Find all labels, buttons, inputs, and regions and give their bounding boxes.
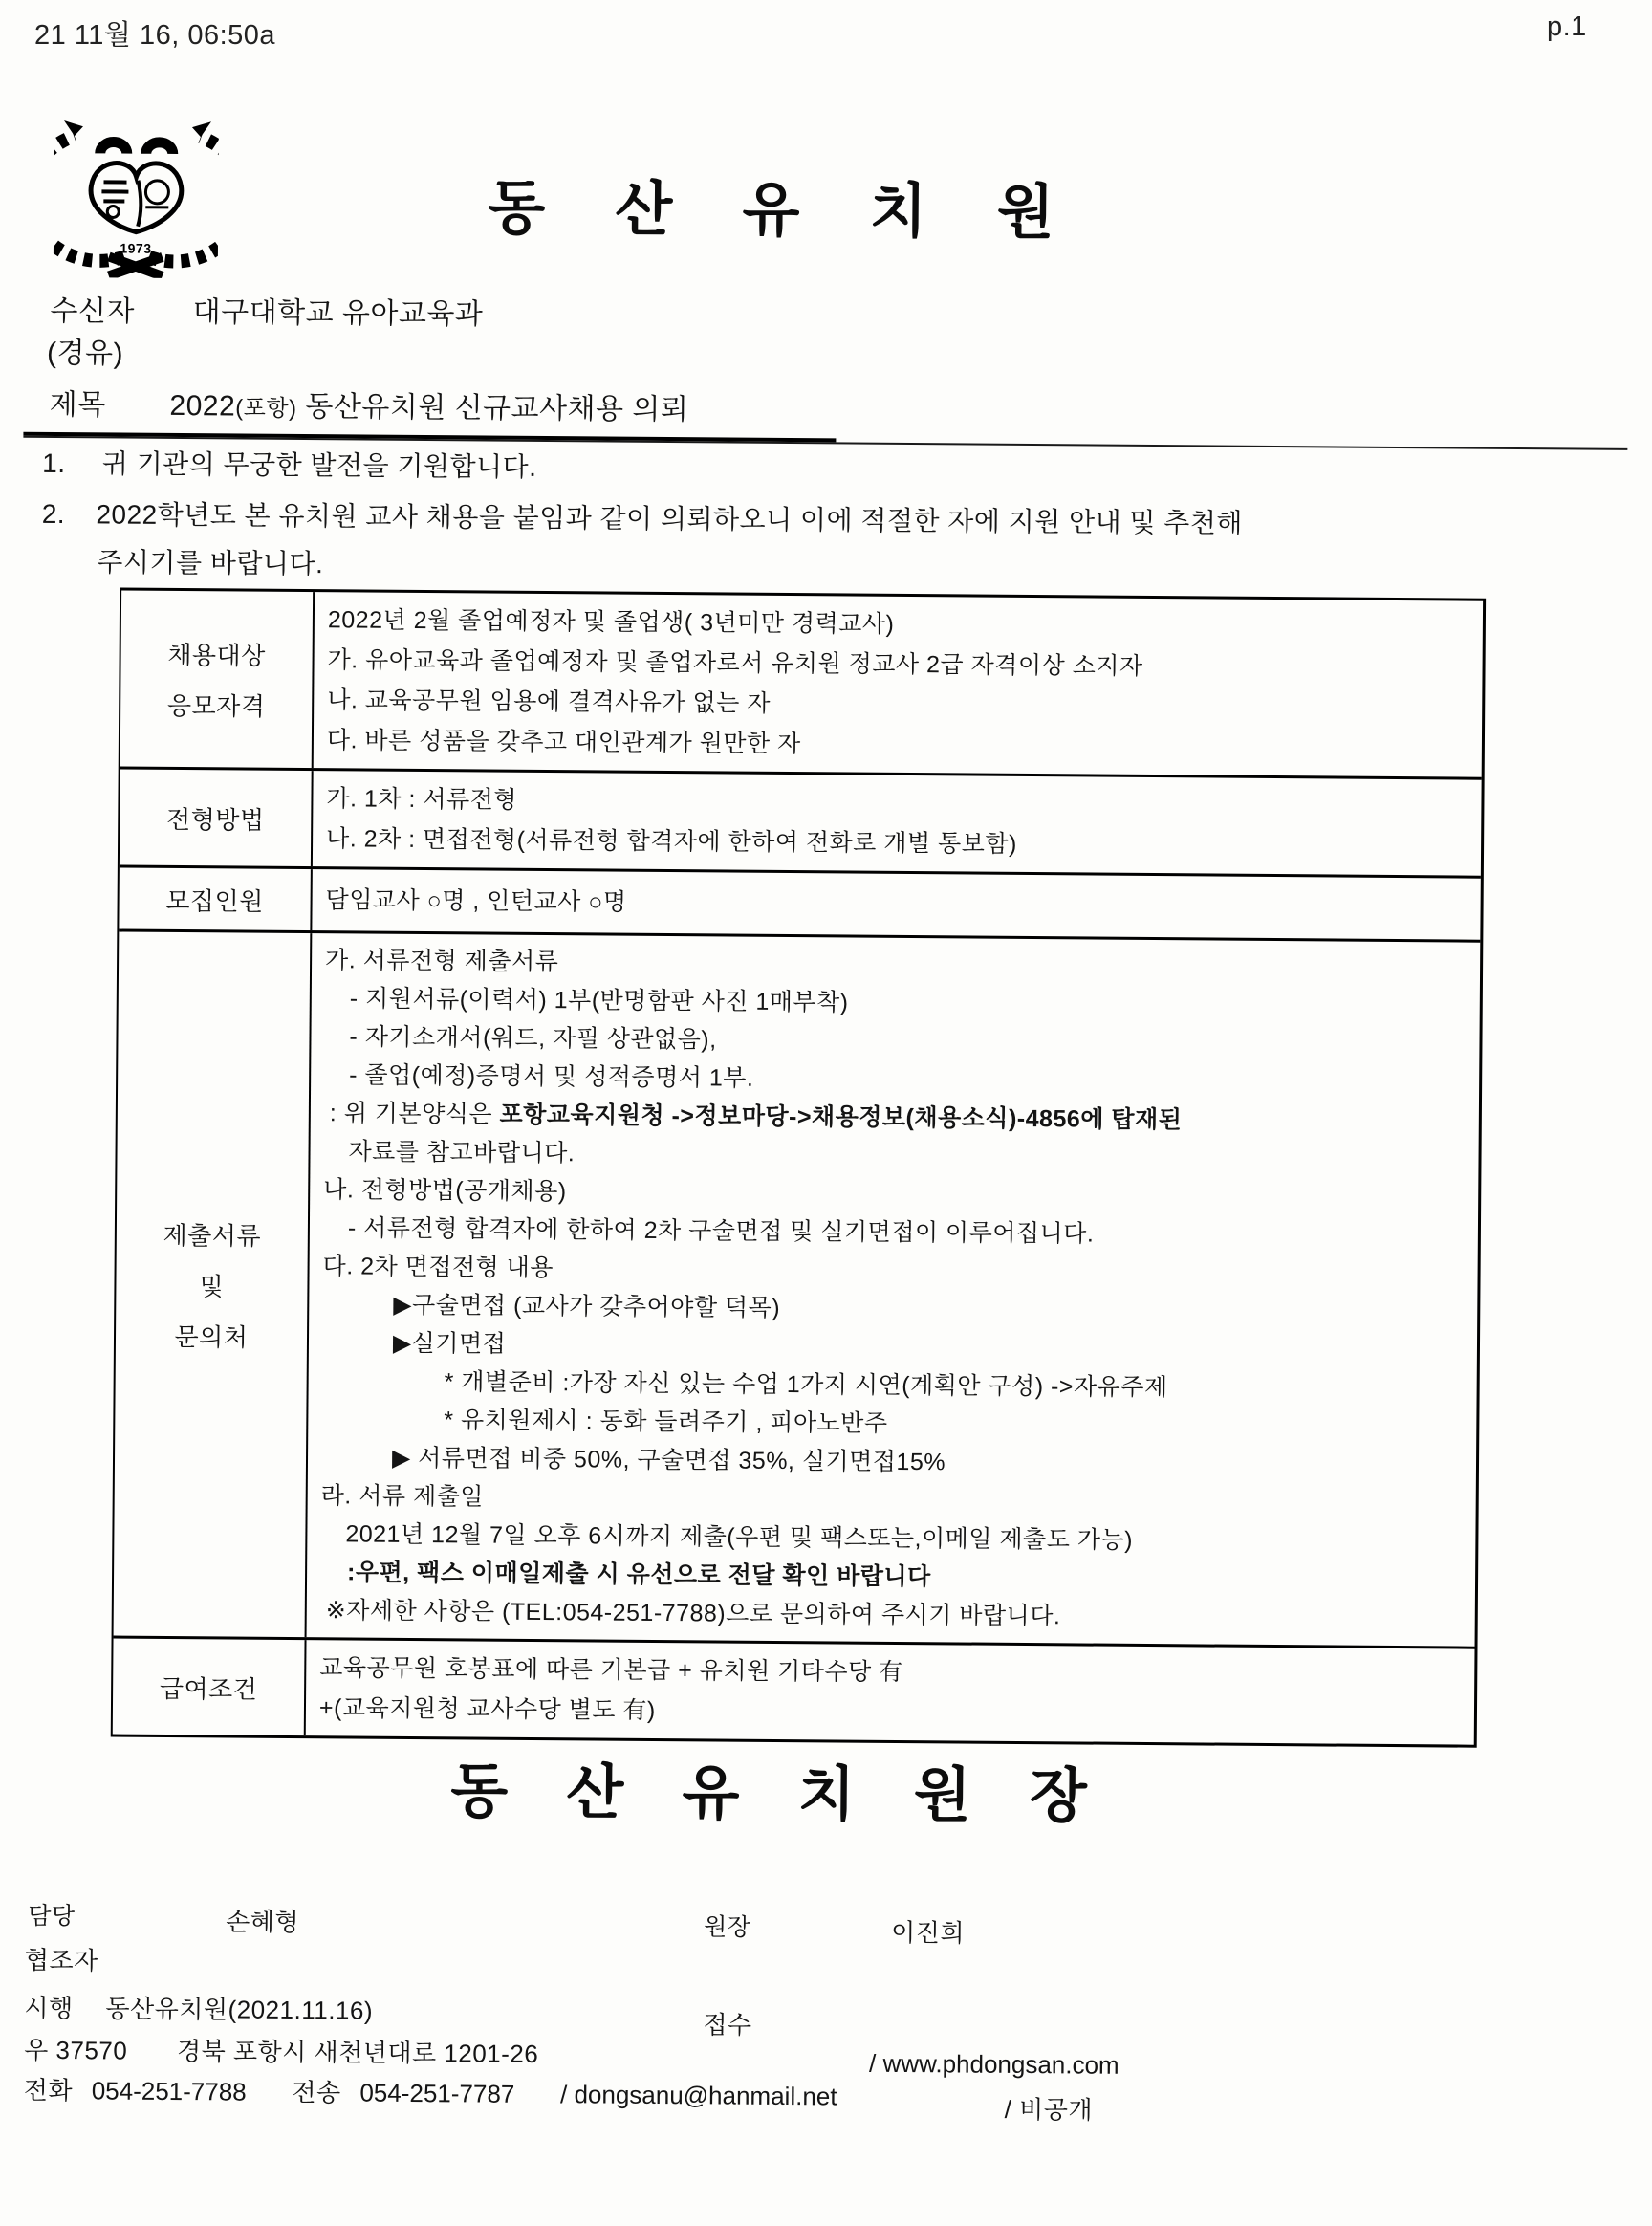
row-content-selection-method xyxy=(313,771,1482,876)
table-line: * 유치원제시 : 동화 들려주기 , 피아노반주 xyxy=(444,1407,888,1437)
emblem-year: 1973 xyxy=(120,240,152,256)
table-line: - 자기소개서(워드, 자필 상관없음), xyxy=(349,1023,717,1054)
table-line: 자료를 참고바랍니다. xyxy=(348,1138,576,1168)
table-line: 가. 유아교육과 졸업예정자 및 졸업자로서 유치원 정교사 2급 자격이상 소지자 xyxy=(327,646,1143,680)
row-header-line: 제출서류 xyxy=(163,1220,262,1251)
table-row-openings xyxy=(119,868,1480,943)
table-line: * 개별준비 :가장 자신 있는 수업 1가지 시연(계획안 구성) ->자유주제 xyxy=(444,1368,1168,1402)
row-content-documents xyxy=(307,933,1481,1647)
row-header-line: 채용대상 xyxy=(167,640,266,670)
item2-number: 2. xyxy=(41,498,66,530)
letterhead-title: 동 산 유 치 원 xyxy=(488,175,1081,247)
fax-label: 전송 xyxy=(292,2077,341,2107)
table-line: :우편, 팩스 이매일제출 시 유선으로 전달 확인 바랍니다 xyxy=(346,1559,931,1591)
manager-name: 손혜형 xyxy=(226,1907,300,1937)
fax-page-number: p.1 xyxy=(1547,11,1587,42)
subject-year: 2022 xyxy=(169,389,236,423)
website-text: / www.phdongsan.com xyxy=(868,2048,1119,2080)
table-line: 나. 전형방법(공개채용) xyxy=(323,1176,567,1206)
row-header-eligibility xyxy=(120,591,315,769)
row-header-line: 급여조건 xyxy=(159,1673,258,1704)
enforce-value: 동산유치원(2021.11.16) xyxy=(105,1994,374,2025)
table-line: - 지원서류(이력서) 1부(반명함판 사진 1매부착) xyxy=(349,985,849,1016)
enforce-label: 시행 xyxy=(24,1993,74,2023)
table-line: 담임교사 ○명 , 인턴교사 ○명 xyxy=(325,886,627,916)
recipient-label: 수신자 xyxy=(50,295,136,328)
postal-code: 우 37570 xyxy=(24,2035,128,2065)
row-header-salary xyxy=(113,1639,307,1736)
body-item-1 xyxy=(42,443,537,485)
row-content-eligibility xyxy=(314,592,1483,777)
item2-text-line2: 주시기를 바랍니다. xyxy=(97,547,324,579)
row-header-line: 모집인원 xyxy=(165,885,264,916)
subject-paren: (포항) xyxy=(235,395,297,422)
row-content-salary xyxy=(306,1640,1475,1745)
table-row-documents xyxy=(114,932,1481,1649)
table-row-selection-method xyxy=(120,770,1482,879)
subject-label: 제목 xyxy=(49,388,106,422)
via-label: (경유) xyxy=(46,337,124,370)
row-header-selection-method xyxy=(120,770,314,867)
table-line: 2021년 12월 7일 오후 6시까지 제출(우편 및 팩스또는,이메일 제출도 가능) xyxy=(345,1520,1134,1554)
email-text: / dongsanu@hanmail.net xyxy=(559,2080,837,2111)
address-row xyxy=(24,2031,538,2070)
table-line: 다. 2차 면접전형 내용 xyxy=(322,1253,554,1282)
table-line: ▶ 서류면접 비중 50%, 구술면접 35%, 실기면접15% xyxy=(391,1444,946,1476)
director-name: 이진희 xyxy=(891,1917,966,1948)
table-line: - 서류전형 합격자에 한하여 2차 구술면접 및 실기면접이 이루어집니다. xyxy=(347,1214,1095,1248)
table-line: ※자세한 사항은 (TEL:054-251-7788)으로 문의하여 주시기 바랍니다. xyxy=(325,1597,1061,1630)
item1-number: 1. xyxy=(42,447,66,479)
row-header-line: 문의처 xyxy=(174,1321,249,1352)
table-line: ▶실기면접 xyxy=(392,1329,507,1358)
item1-text: 귀 기관의 무궁한 발전을 기원합니다. xyxy=(101,448,537,482)
phone-label: 전화 xyxy=(23,2075,74,2106)
table-line: 교육공무원 호봉표에 따른 기본급 + 유치원 기타수당 有 xyxy=(319,1654,903,1687)
closing-signature-title: 동 산 유 치 원 장 xyxy=(450,1758,1109,1830)
table-line: 가. 서류전형 제출서류 xyxy=(325,947,559,976)
table-line-prefix: : 위 기본양식은 xyxy=(329,1100,500,1128)
table-line: 라. 서류 제출일 xyxy=(320,1482,485,1511)
receipt-label: 접수 xyxy=(703,2010,752,2040)
table-line: ▶구술면접 (교사가 갖추어야할 덕목) xyxy=(393,1291,781,1321)
subject-rest: 동산유치원 신규교사채용 의뢰 xyxy=(296,390,689,426)
table-line-bold: 포항교육지원청 ->정보마당->채용정보(채용소식)-4856에 탑재된 xyxy=(499,1101,1183,1134)
item2-text-line1: 2022학년도 본 유치원 교사 채용을 붙임과 같이 의뢰하오니 이에 적절한 자에 지원 안내 및 추천해 xyxy=(96,499,1243,538)
recipient-row xyxy=(50,287,483,333)
subject-row xyxy=(50,381,689,427)
row-header-openings xyxy=(119,868,312,931)
fax-timestamp: 21 11월 16, 06:50a xyxy=(34,20,276,51)
table-line: +(교육지원청 교사수당 별도 有) xyxy=(318,1694,656,1724)
fax-number: 054-251-7787 xyxy=(359,2078,515,2108)
disclosure-text: / 비공개 xyxy=(1004,2094,1094,2125)
cooperator-label: 협조자 xyxy=(24,1945,98,1975)
table-line: 가. 1차 : 서류전형 xyxy=(326,785,518,814)
row-content-openings xyxy=(312,869,1480,940)
phone-number: 054-251-7788 xyxy=(91,2076,247,2106)
recipient-value: 대구대학교 유아교육과 xyxy=(192,296,484,331)
table-row-salary xyxy=(113,1639,1475,1745)
table-row-eligibility xyxy=(120,591,1483,780)
recruitment-info-table xyxy=(111,588,1486,1748)
table-line: 다. 바른 성품을 갖추고 대인관계가 원만한 자 xyxy=(326,727,801,758)
enforce-row xyxy=(24,1989,373,2027)
address-text: 경북 포항시 새천년대로 1201-26 xyxy=(176,2037,539,2069)
table-line: 2022년 2월 졸업예정자 및 졸업생( 3년미만 경력교사) xyxy=(327,606,895,638)
manager-label: 담당 xyxy=(28,1902,76,1931)
phone-fax-row xyxy=(24,2071,837,2113)
row-header-line: 응모자격 xyxy=(166,690,266,721)
row-header-documents xyxy=(114,932,313,1638)
table-line: - 졸업(예정)증명서 및 성적증명서 1부. xyxy=(349,1061,754,1092)
table-line: 나. 교육공무원 임용에 결격사유가 없는 자 xyxy=(327,687,772,717)
body-item-2 xyxy=(42,493,1243,541)
row-header-line: 및 xyxy=(199,1271,225,1300)
row-header-line: 전형방법 xyxy=(165,804,265,835)
director-label: 원장 xyxy=(704,1913,751,1941)
table-line: 나. 2차 : 면접전형(서류전형 합격자에 한하여 전화로 개별 통보함) xyxy=(326,825,1017,858)
kindergarten-emblem-logo xyxy=(54,113,219,278)
